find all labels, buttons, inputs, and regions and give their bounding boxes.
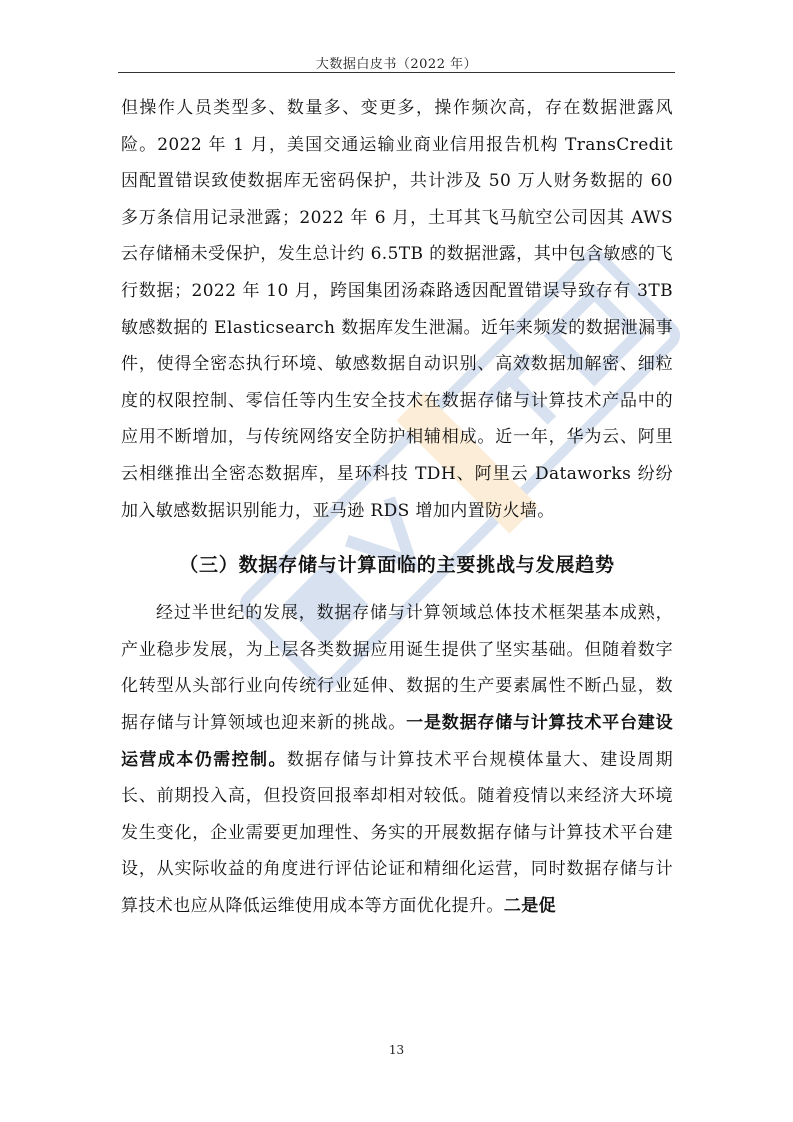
body-text	[121, 90, 673, 924]
challenge-two-start: 二是促	[503, 895, 557, 916]
challenge-one-body: 数据存储与计算技术平台规模体量大、建设周期长、前期投入高，但投资回报率却相对较低。随着疫情以来经济大环境发生变化，企业需要更加理性、务实的开展数据存储与计算技术平台建设，从实际收益的角度进行评估论证和精细化运营，同时数据存储与计算技术也应从降低运维使用成本等方面优化提升。	[121, 749, 673, 916]
header-divider	[118, 72, 675, 73]
section-heading: （三）数据存储与计算面临的主要挑战与发展趋势	[179, 554, 615, 577]
challenges-intro: 经过半世纪的发展，数据存储与计算领域总体技术框架基本成熟，产业稳步发展，为上层各类数据应用诞生提供了坚实基础。但随着数字化转型从头部行业向传统行业延伸、数据的生产要素属性不断凸显，数据存储与计算领域也迎来新的挑战。	[121, 603, 673, 733]
page-header: 大数据白皮书（2022 年）	[315, 57, 478, 72]
paragraph-challenges	[121, 595, 673, 924]
paragraph-data-breach: 但操作人员类型多、数量多、变更多，操作频次高，存在数据泄露风险。2022 年 1 月，美国交通运输业商业信用报告机构 TransCredit 因配置错误致使数据库无密码保护，共计涉及 50 万人财务数据的 60 多万条信用记录泄露；2022 年 6 月，土耳其飞马航空公司因其 AWS 云存储桶未受保护，发生总计约 6.5TB 的数据泄露，其中包含敏感的飞行数据；2022 年 10 月，跨国集团汤森路透因配置错误导致存有 3TB 敏感数据的 Elasticsearch 数据库发生泄漏。近年来频发的数据泄漏事件，使得全密态执行环境、敏感数据自动识别、高效数据加解密、细粒度的权限控制、零信任等内生安全技术在数据存储与计算技术产品中的应用不断增加，与传统网络安全防护相辅相成。近一年，华为云、阿里云相继推出全密态数据库，星环科技 TDH、阿里云 Dataworks 纷纷加入敏感数据识别能力，亚马逊 RDS 增加内置防火墙。	[121, 98, 673, 521]
page-number: 13	[388, 1043, 405, 1057]
challenge-one-heading: 一是数据存储与计算技术平台建设运营成本仍需控制。	[121, 712, 674, 770]
